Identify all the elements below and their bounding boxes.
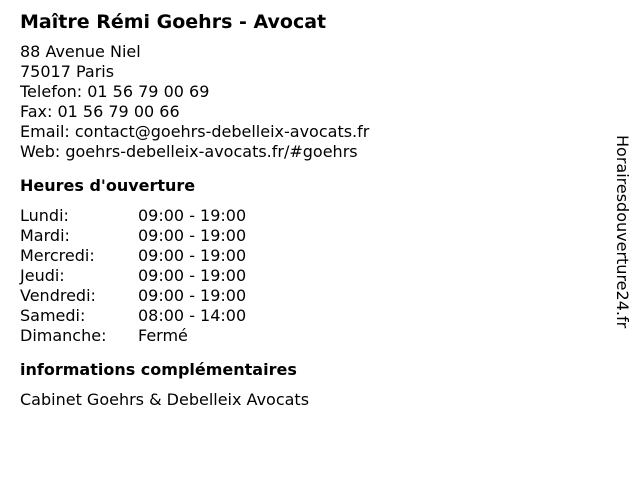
hours-row-friday bbox=[20, 286, 600, 306]
day-label: Jeudi: bbox=[20, 266, 65, 285]
time-range: 08:00 - 14:00 bbox=[138, 306, 247, 325]
hours-row-wednesday bbox=[20, 246, 600, 266]
day-label: Samedi: bbox=[20, 306, 86, 325]
opening-hours-table bbox=[20, 206, 600, 346]
time-range: 09:00 - 19:00 bbox=[138, 246, 247, 265]
city-address: 75017 Paris bbox=[20, 62, 115, 81]
business-card bbox=[20, 10, 600, 410]
day-label: Dimanche: bbox=[20, 326, 107, 345]
address-block bbox=[20, 42, 600, 162]
hours-row-monday bbox=[20, 206, 600, 226]
fax-number: Fax: 01 56 79 00 66 bbox=[20, 102, 180, 121]
hours-row-saturday bbox=[20, 306, 600, 326]
day-label: Lundi: bbox=[20, 206, 69, 225]
additional-info-text: Cabinet Goehrs & Debelleix Avocats bbox=[20, 390, 310, 409]
website-link[interactable]: Web: goehrs-debelleix-avocats.fr/#goehrs bbox=[20, 142, 358, 161]
street-address: 88 Avenue Niel bbox=[20, 42, 141, 61]
opening-hours-heading: Heures d'ouverture bbox=[20, 176, 196, 195]
hours-row-sunday bbox=[20, 326, 600, 346]
day-label: Mercredi: bbox=[20, 246, 95, 265]
site-watermark: Horairesdouverture24.fr bbox=[613, 135, 632, 329]
day-label: Mardi: bbox=[20, 226, 70, 245]
time-range: Fermé bbox=[138, 326, 188, 345]
additional-info-heading: informations complémentaires bbox=[20, 360, 297, 379]
email-address[interactable]: Email: contact@goehrs-debelleix-avocats.fr bbox=[20, 122, 370, 141]
hours-row-thursday bbox=[20, 266, 600, 286]
time-range: 09:00 - 19:00 bbox=[138, 206, 247, 225]
page-title: Maître Rémi Goehrs - Avocat bbox=[20, 11, 327, 33]
time-range: 09:00 - 19:00 bbox=[138, 226, 247, 245]
day-label: Vendredi: bbox=[20, 286, 96, 305]
phone-number[interactable]: Telefon: 01 56 79 00 69 bbox=[20, 82, 210, 101]
time-range: 09:00 - 19:00 bbox=[138, 266, 247, 285]
hours-row-tuesday bbox=[20, 226, 600, 246]
time-range: 09:00 - 19:00 bbox=[138, 286, 247, 305]
